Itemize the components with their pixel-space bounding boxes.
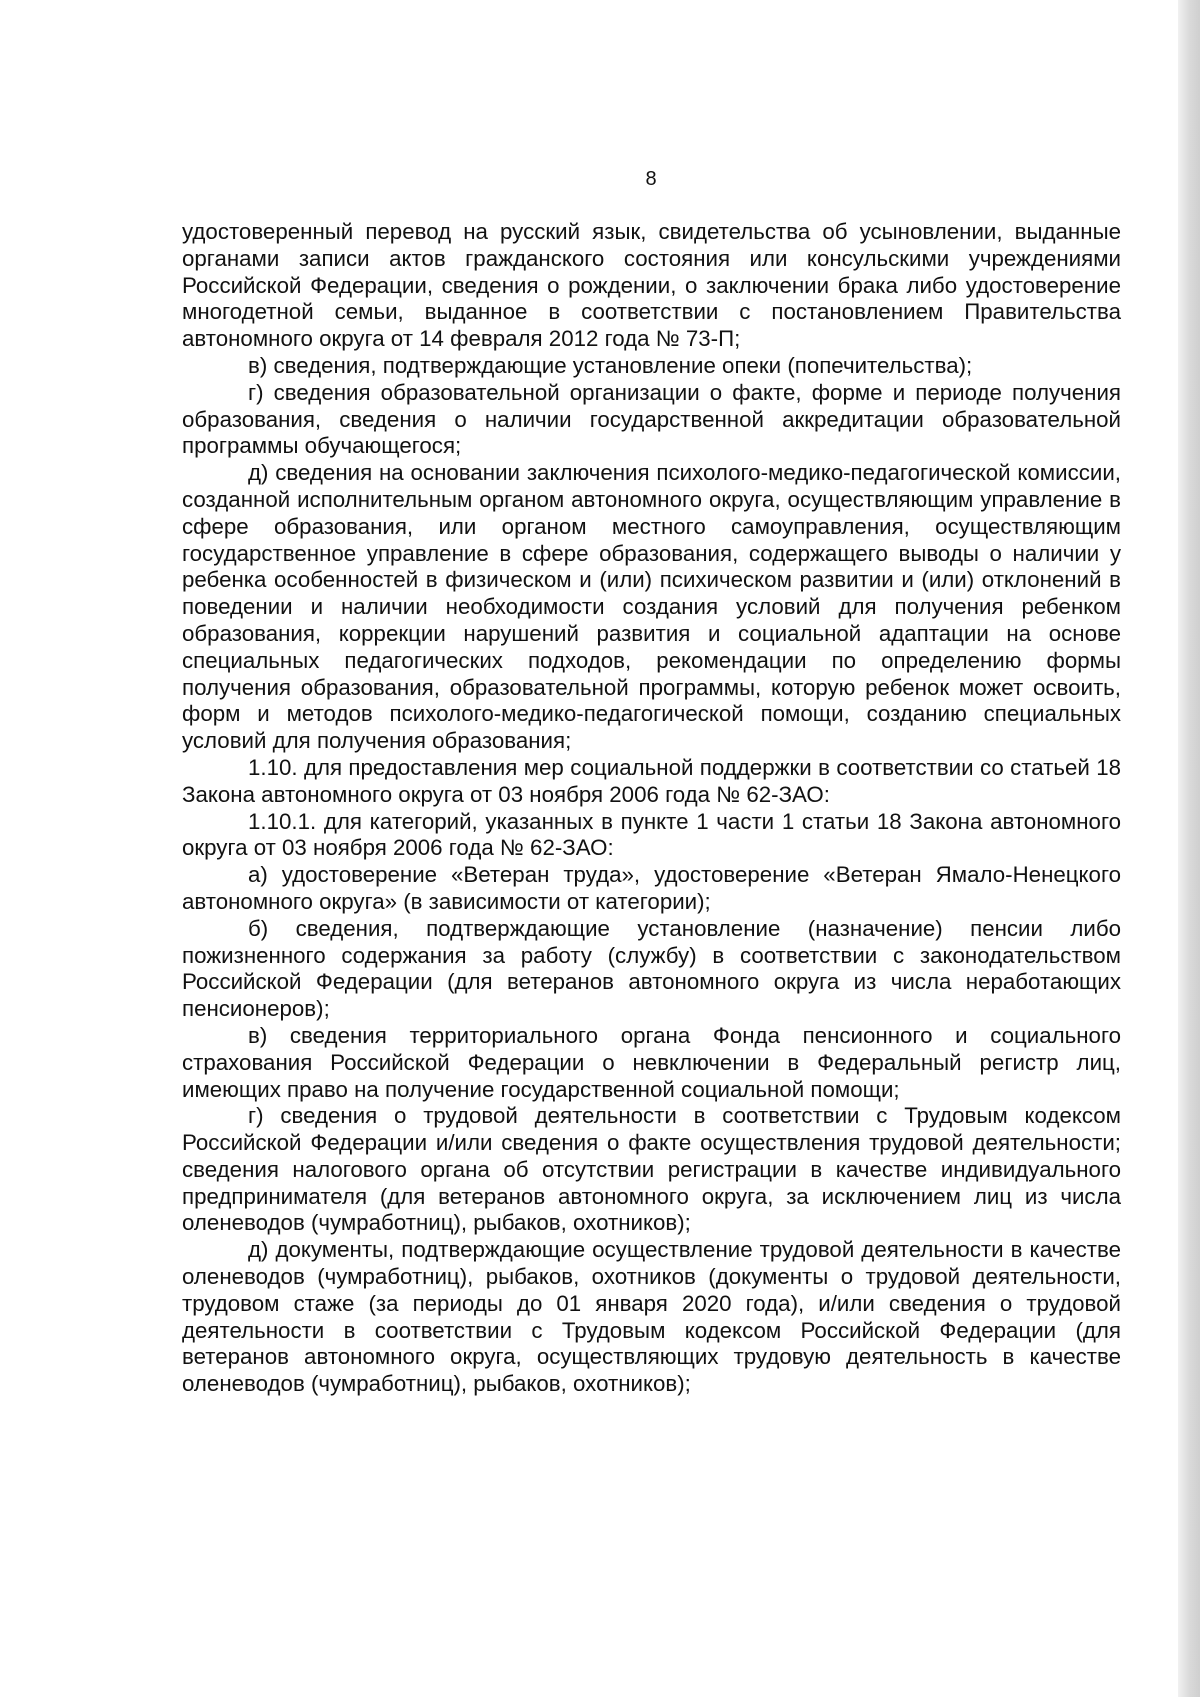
page-number: 8	[645, 168, 657, 190]
paragraph-clause-1-10: 1.10. для предоставления мер социальной поддержки в соответствии со статьей 18 Закона автономного округа от 03 ноября 2006 года № 62-ЗАО:	[182, 754, 1121, 807]
paragraph-translation-certificates: удостоверенный перевод на русский язык, свидетельства об усыновлении, выданные органами записи актов гражданского состояния или консульскими учреждениями Российской Федерации, сведения о рождении, о заключении брака либо удостоверение многодетной семьи, выданное в соответствии с постановлением Правительства автономного округа от 14 февраля 2012 года № 73-П;	[182, 219, 1121, 352]
paragraph-education-info: г) сведения образовательной организации о факте, форме и периоде получения образования, сведения о наличии государственной аккредитации образовательной программы обучающегося;	[182, 379, 1121, 459]
paragraph-clause-1-10-1: 1.10.1. для категорий, указанных в пункте 1 части 1 статьи 18 Закона автономного округа от 03 ноября 2006 года № 62-ЗАО:	[182, 808, 1121, 861]
paragraph-labor-activity: г) сведения о трудовой деятельности в соответствии с Трудовым кодексом Российской Федерации и/или сведения о факте осуществления трудовой деятельности; сведения налогового органа об отсутствии регистрации в качестве индивидуального предпринимателя (для ветеранов автономного округа, за исключением лиц из числа оленеводов (чумработниц), рыбаков, охотников);	[182, 1103, 1121, 1236]
paragraph-reindeer-herders-docs: д) документы, подтверждающие осуществление трудовой деятельности в качестве оленеводов (чумработниц), рыбаков, охотников (документы о трудовой деятельности, трудовом стаже (за периоды до 01 января 2020 года), и/или сведения о трудовой деятельности в соответствии с Трудовым кодексом Российской Федерации (для ветеранов автономного округа, осуществляющих трудовую деятельность в качестве оленеводов (чумработниц), рыбаков, охотников);	[182, 1237, 1121, 1397]
paragraph-veteran-certificate: а) удостоверение «Ветеран труда», удостоверение «Ветеран Ямало-Ненецкого автономного округа» (в зависимости от категории);	[182, 862, 1121, 914]
scan-shadow-edge	[1178, 0, 1200, 1697]
paragraph-guardianship: в) сведения, подтверждающие установление опеки (попечительства);	[248, 352, 973, 378]
document-body	[182, 219, 1121, 1398]
paragraph-pension-info: б) сведения, подтверждающие установление (назначение) пенсии либо пожизненного содержания за работу (службу) в соответствии с законодательством Российской Федерации (для ветеранов автономного округа из числа неработающих пенсионеров);	[182, 915, 1121, 1022]
paragraph-pension-fund-info: в) сведения территориального органа Фонда пенсионного и социального страхования Российской Федерации о невключении в Федеральный регистр лиц, имеющих право на получение государственной социальной помощи;	[182, 1022, 1121, 1102]
paragraph-pmpk-conclusion: д) сведения на основании заключения психолого-медико-педагогической комиссии, созданной исполнительным органом автономного округа, осуществляющим управление в сфере образования, или органом местного самоуправления, осуществляющим государственное управление в сфере образования, содержащего выводы о наличии у ребенка особенностей в физическом и (или) психическом развитии и (или) отклонений в поведении и наличии необходимости создания условий для получения ребенком образования, коррекции нарушений развития и социальной адаптации на основе специальных педагогических подходов, рекомендации по определению формы получения образования, образовательной программы, которую ребенок может освоить, форм и методов психолого-медико-педагогической помощи, созданию специальных условий для получения образования;	[182, 460, 1121, 754]
